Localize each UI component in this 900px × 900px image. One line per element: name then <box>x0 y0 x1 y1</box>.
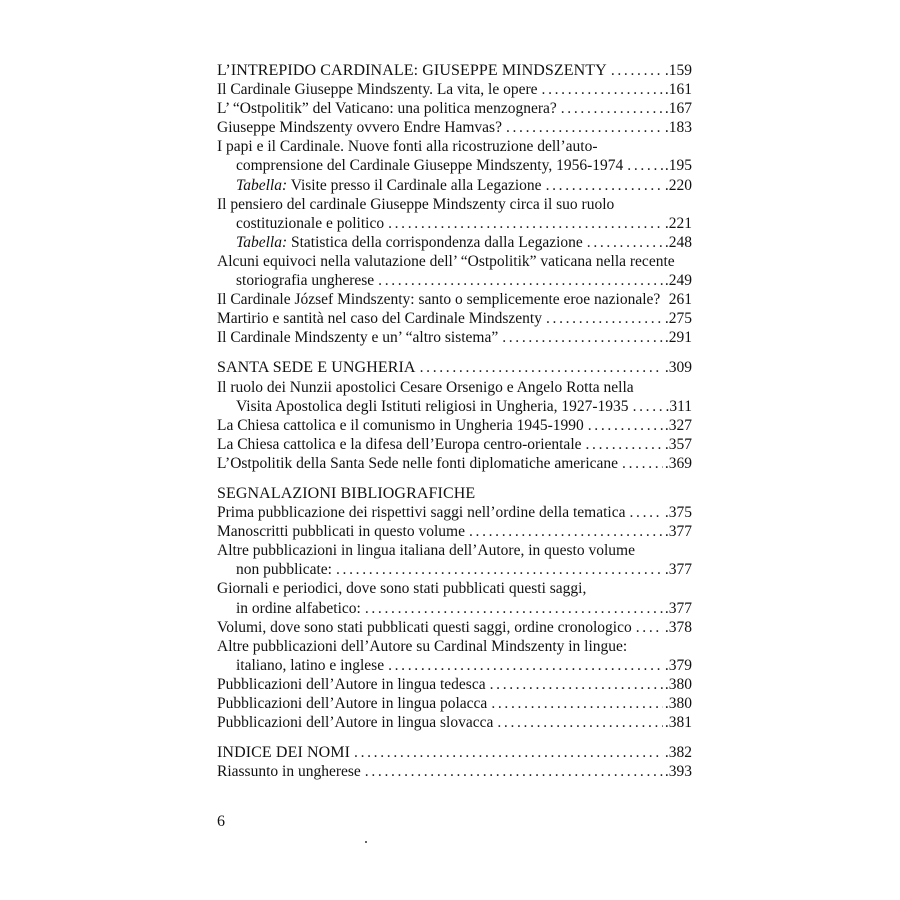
toc-entry <box>217 137 692 156</box>
dot-leader <box>561 99 663 118</box>
dot-leader <box>378 271 663 290</box>
entry-title: La Chiesa cattolica e il comunismo in Ungheria 1945-1990 <box>217 416 584 434</box>
toc-entry <box>217 618 692 637</box>
entry-title: Volumi, dove sono stati pubblicati questi saggi, ordine cronologico <box>217 618 632 636</box>
entry-title-text: Visite presso il Cardinale alla Legazione <box>287 176 542 194</box>
entry-title: Giuseppe Mindszenty ovvero Endre Hamvas? <box>217 119 502 137</box>
entry-title: Pubblicazioni dell’Autore in lingua tedesca <box>217 675 486 693</box>
entry-title: Martirio e santità nel caso del Cardinale Mindszenty <box>217 310 542 328</box>
entry-title: Altre pubblicazioni dell’Autore su Cardinal Mindszenty in lingue: <box>217 637 628 655</box>
entry-page-number: .291 <box>664 329 692 347</box>
toc-section-heading <box>217 358 692 377</box>
toc-entry <box>217 118 692 137</box>
entry-title: italiano, latino e inglese <box>236 656 385 674</box>
dot-leader <box>611 61 663 80</box>
section-gap <box>217 347 692 358</box>
dot-leader <box>506 118 663 137</box>
toc-entry <box>217 560 692 579</box>
dot-leader <box>497 713 663 732</box>
dot-leader <box>622 454 663 473</box>
entry-title <box>236 233 583 252</box>
toc-entry <box>217 80 692 99</box>
entry-page-number: .161 <box>664 81 692 99</box>
entry-page-number: .393 <box>664 763 692 781</box>
dot-leader <box>546 176 663 195</box>
dot-leader <box>542 80 663 99</box>
dot-leader <box>469 522 663 541</box>
entry-title: costituzionale e politico <box>236 214 385 232</box>
entry-title: I papi e il Cardinale. Nuove fonti alla ricostruzione dell’auto- <box>217 138 598 156</box>
toc-entry <box>217 233 692 252</box>
entry-page-number: .309 <box>664 359 692 377</box>
entry-title: Il pensiero del cardinale Giuseppe Mindszenty circa il suo ruolo <box>217 195 615 213</box>
entry-title: Visita Apostolica degli Istituti religiosi in Ungheria, 1927-1935 <box>236 397 629 415</box>
toc-entry <box>217 290 692 309</box>
entry-page-number: .159 <box>664 62 692 79</box>
entry-page-number: .377 <box>664 523 692 541</box>
toc-entry <box>217 599 692 618</box>
toc-entry <box>217 762 692 781</box>
toc-entry <box>217 541 692 560</box>
toc-section <box>217 484 692 732</box>
toc-entry <box>217 675 692 694</box>
toc-section <box>217 743 692 781</box>
dot-leader <box>633 397 664 416</box>
entry-page-number: 261 <box>668 291 692 309</box>
dot-leader <box>627 156 663 175</box>
entry-title: Il Cardinale Giuseppe Mindszenty. La vita, le opere <box>217 81 538 99</box>
entry-page-number: .311 <box>665 397 692 415</box>
toc-entry <box>217 713 692 732</box>
toc-entry <box>217 694 692 713</box>
entry-title: Pubblicazioni dell’Autore in lingua slovacca <box>217 714 494 732</box>
toc-entry <box>217 271 692 290</box>
entry-title: storiografia ungherese <box>236 272 375 290</box>
dot-leader <box>588 416 663 435</box>
toc-entry <box>217 637 692 656</box>
toc-entry <box>217 579 692 598</box>
entry-page-number: .380 <box>664 695 692 712</box>
toc-entry <box>217 99 692 118</box>
toc-entry <box>217 176 692 195</box>
entry-prefix: Tabella: <box>236 176 288 194</box>
dot-leader <box>388 214 663 233</box>
entry-page-number: .167 <box>664 100 692 118</box>
dot-leader <box>546 309 663 328</box>
dot-leader <box>365 599 663 618</box>
entry-page-number: .220 <box>664 176 692 194</box>
entry-title: in ordine alfabetico: <box>236 599 361 617</box>
entry-title: INDICE DEI NOMI <box>217 744 351 762</box>
dot-leader <box>587 233 663 252</box>
dot-leader <box>491 694 663 713</box>
entry-title: comprensione del Cardinale Giuseppe Mindszenty, 1956-1974 <box>236 157 624 175</box>
entry-title: Giornali e periodici, dove sono stati pubblicati questi saggi, <box>217 580 587 598</box>
entry-page-number: .327 <box>664 416 692 434</box>
toc-entry <box>217 378 692 397</box>
section-gap <box>217 473 692 484</box>
entry-page-number: .183 <box>664 119 692 137</box>
toc-section <box>217 358 692 473</box>
dot-leader <box>629 503 662 522</box>
entry-title: Manoscritti pubblicati in questo volume <box>217 523 465 541</box>
toc-entry <box>217 156 692 175</box>
toc-section-heading <box>217 743 692 762</box>
table-of-contents <box>217 61 692 781</box>
section-gap <box>217 732 692 743</box>
entry-page-number: .382 <box>664 744 692 762</box>
entry-page-number: .195 <box>664 157 692 175</box>
dot-leader <box>420 358 663 377</box>
toc-entry <box>217 309 692 328</box>
dot-leader <box>502 328 663 347</box>
entry-page-number: .221 <box>664 214 692 232</box>
entry-page-number: .381 <box>664 714 692 732</box>
entry-title: SANTA SEDE E UNGHERIA <box>217 359 416 377</box>
entry-title: L’ “Ostpolitik” del Vaticano: una politica menzognera? <box>217 100 557 118</box>
dot-leader <box>365 762 663 781</box>
entry-title: Riassunto in ungherese <box>217 763 361 781</box>
entry-title: non pubblicate: <box>236 561 332 579</box>
print-speck <box>365 841 367 843</box>
dot-leader <box>490 675 663 694</box>
dot-leader <box>586 435 663 454</box>
toc-entry <box>217 328 692 347</box>
toc-entry <box>217 522 692 541</box>
dot-leader <box>354 743 663 762</box>
entry-title: La Chiesa cattolica e la difesa dell’Europa centro-orientale <box>217 435 582 453</box>
entry-title: Prima pubblicazione dei rispettivi saggi nell’ordine della tematica <box>217 504 626 522</box>
entry-page-number: .378 <box>664 618 692 636</box>
entry-title: Il Cardinale Mindszenty e un’ “altro sistema” <box>217 329 499 347</box>
toc-entry <box>217 503 692 522</box>
entry-page-number: .275 <box>664 310 692 328</box>
toc-entry <box>217 435 692 454</box>
entry-page-number: .248 <box>664 233 692 251</box>
entry-title: L’Ostpolitik della Santa Sede nelle fonti diplomatiche americane <box>217 454 619 472</box>
entry-title: Altre pubblicazioni in lingua italiana dell’Autore, in questo volume <box>217 542 635 560</box>
toc-entry <box>217 397 692 416</box>
entry-title: Pubblicazioni dell’Autore in lingua polacca <box>217 695 488 712</box>
dot-leader <box>388 656 663 675</box>
entry-title: L’INTREPIDO CARDINALE: GIUSEPPE MINDSZENTY <box>217 62 607 79</box>
toc-entry <box>217 195 692 214</box>
entry-prefix: Tabella: <box>236 233 288 251</box>
entry-title: SEGNALAZIONI BIBLIOGRAFICHE <box>217 484 476 502</box>
toc-entry <box>217 252 692 271</box>
entry-title: Alcuni equivoci nella valutazione dell’ “Ostpolitik” vaticana nella recente <box>217 252 675 270</box>
entry-page-number: .375 <box>664 504 692 522</box>
entry-page-number: .249 <box>664 272 692 290</box>
toc-entry <box>217 416 692 435</box>
dot-leader <box>636 618 663 637</box>
entry-page-number: .379 <box>664 656 692 674</box>
entry-page-number: .357 <box>664 435 692 453</box>
entry-title <box>236 176 542 195</box>
toc-entry <box>217 214 692 233</box>
entry-page-number: .380 <box>664 675 692 693</box>
toc-section <box>217 61 692 347</box>
entry-title: Il Cardinale József Mindszenty: santo o semplicemente eroe nazionale? <box>217 291 661 309</box>
toc-section-heading <box>217 61 692 80</box>
entry-title-text: Statistica della corrispondenza dalla Legazione <box>287 233 583 251</box>
toc-section-heading <box>217 484 692 503</box>
dot-leader <box>336 560 663 579</box>
page-number: 6 <box>217 813 225 830</box>
toc-entry <box>217 454 692 473</box>
toc-entry <box>217 656 692 675</box>
entry-title: Il ruolo dei Nunzii apostolici Cesare Orsenigo e Angelo Rotta nella <box>217 378 634 396</box>
entry-page-number: .377 <box>664 599 692 617</box>
entry-page-number: .369 <box>664 454 692 472</box>
entry-page-number: .377 <box>664 561 692 579</box>
